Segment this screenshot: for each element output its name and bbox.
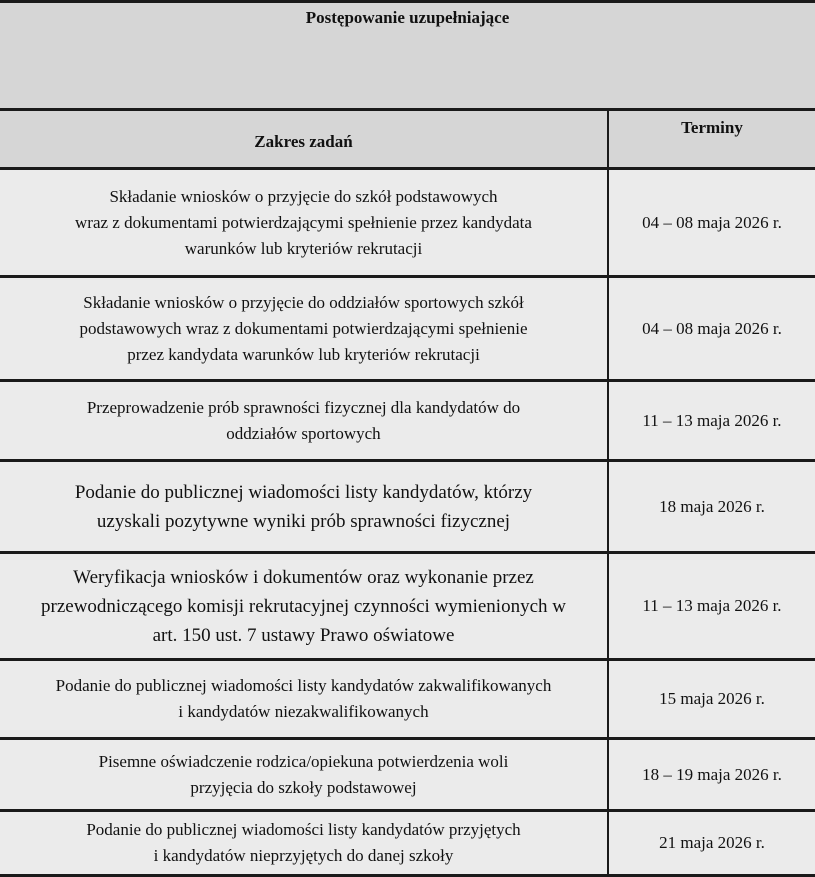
table-title: Postępowanie uzupełniające bbox=[305, 8, 510, 27]
task-cell: Podanie do publicznej wiadomości listy kandydatów przyjętych i kandydatów nieprzyjętych do danej szkoły bbox=[86, 820, 521, 865]
task-cell: Przeprowadzenie prób sprawności fizycznej dla kandydatów do oddziałów sportowych bbox=[86, 397, 521, 443]
header-tasks: Zakres zadań bbox=[254, 132, 353, 151]
task-cell: Podanie do publicznej wiadomości listy kandydatów zakwalifikowanych i kandydatów niezakwalifikowanych bbox=[55, 676, 552, 721]
task-cell: Weryfikacja wniosków i dokumentów oraz wykonanie przez przewodniczącego komisji rekrutacyjnej czynności wymienionych w art. 150 ust. 7 ustawy Prawo oświatowe bbox=[41, 566, 566, 646]
date-cell: 04 – 08 maja 2026 r. bbox=[642, 212, 782, 232]
column-divider bbox=[607, 111, 609, 874]
task-cell: Pisemne oświadczenie rodzica/opiekuna potwierdzenia woli przyjęcia do szkoły podstawowej bbox=[98, 751, 509, 797]
task-cell: Składanie wniosków o przyjęcie do szkół podstawowych wraz z dokumentami potwierdzającymi spełnienie przez kandydata warunków lub kryteriów rekrutacji bbox=[75, 186, 532, 258]
date-cell: 11 – 13 maja 2026 r. bbox=[642, 596, 782, 615]
date-cell: 04 – 08 maja 2026 r. bbox=[642, 318, 782, 338]
date-cell: 15 maja 2026 r. bbox=[659, 689, 765, 708]
header-dates: Terminy bbox=[681, 118, 743, 137]
task-cell: Podanie do publicznej wiadomości listy kandydatów, którzy uzyskali pozytywne wyniki prób sprawności fizycznej bbox=[74, 481, 533, 532]
date-cell: 11 – 13 maja 2026 r. bbox=[642, 410, 782, 430]
date-cell: 21 maja 2026 r. bbox=[659, 833, 765, 852]
date-cell: 18 maja 2026 r. bbox=[659, 496, 765, 516]
date-cell: 18 – 19 maja 2026 r. bbox=[642, 764, 782, 784]
task-cell: Składanie wniosków o przyjęcie do oddziałów sportowych szkół podstawowych wraz z dokumentami potwierdzającymi spełnienie przez kandydata warunków lub kryteriów rekrutacji bbox=[79, 292, 528, 364]
